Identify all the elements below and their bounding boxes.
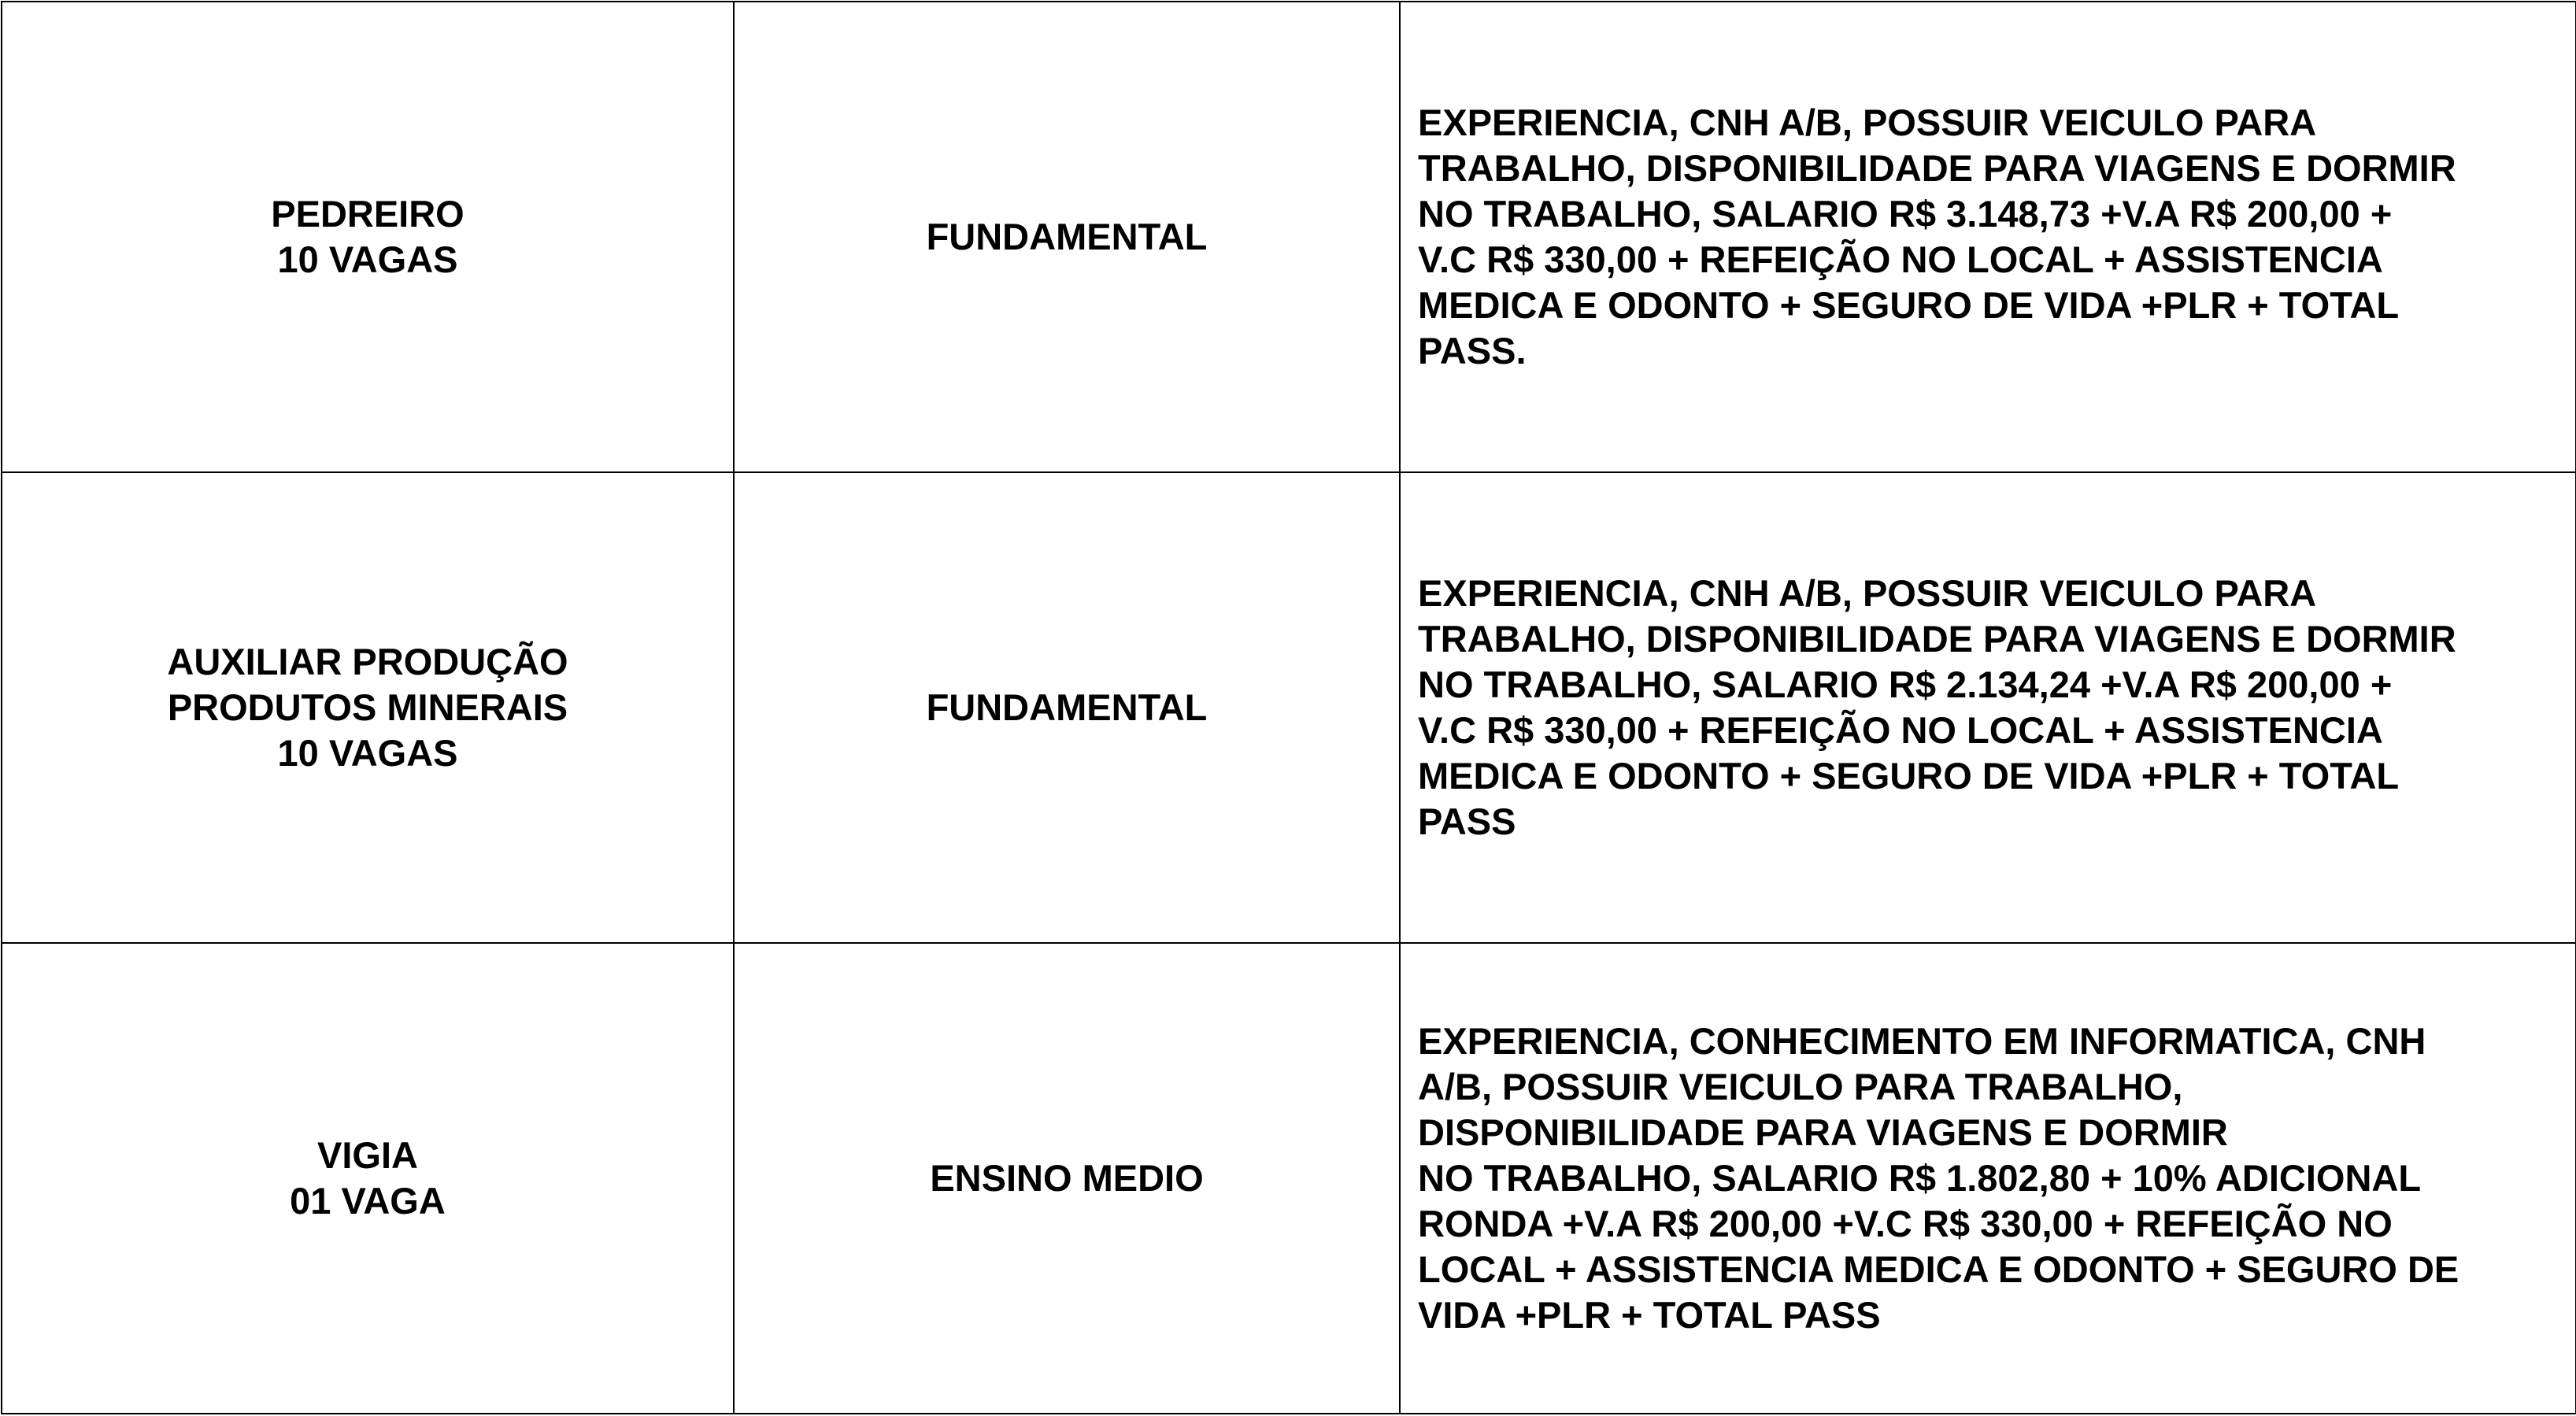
requirements-line: EXPERIENCIA, CNH A/B, POSSUIR VEICULO PARA — [1418, 572, 2317, 614]
requirements-line: TRABALHO, DISPONIBILIDADE PARA VIAGENS E DORMIR — [1418, 618, 2456, 660]
requirements-line: MEDICA E ODONTO + SEGURO DE VIDA +PLR + TOTAL — [1418, 755, 2400, 797]
job-title-cell — [2, 2, 734, 472]
requirements-line: DISPONIBILIDADE PARA VIAGENS E DORMIR — [1418, 1111, 2228, 1153]
requirements-line: RONDA +V.A R$ 200,00 +V.C R$ 330,00 + REFEIÇÃO NO — [1418, 1203, 2393, 1244]
requirements-line: NO TRABALHO, SALARIO R$ 1.802,80 + 10% ADICIONAL — [1418, 1157, 2422, 1199]
requirements-line: PASS. — [1418, 330, 1527, 372]
education-cell — [734, 472, 1400, 943]
requirements-line: V.C R$ 330,00 + REFEIÇÃO NO LOCAL + ASSISTENCIA — [1418, 709, 2383, 751]
table-row — [2, 2, 2576, 472]
requirements-line: NO TRABALHO, SALARIO R$ 2.134,24 +V.A R$ 200,00 + — [1418, 664, 2393, 705]
job-title: PEDREIRO — [271, 193, 464, 235]
vacancy-count: 10 VAGAS — [277, 732, 458, 774]
job-title-cell — [2, 943, 734, 1414]
requirements-line: VIDA +PLR + TOTAL PASS — [1418, 1294, 1881, 1336]
vacancy-count: 10 VAGAS — [277, 238, 458, 280]
job-openings-table — [1, 1, 2576, 1414]
job-title: VIGIA — [317, 1134, 418, 1176]
education-cell — [734, 2, 1400, 472]
requirements-line: EXPERIENCIA, CONHECIMENTO EM INFORMATICA, CNH — [1418, 1020, 2426, 1062]
requirements-line: A/B, POSSUIR VEICULO PARA TRABALHO, — [1418, 1066, 2183, 1107]
job-title-cell — [2, 472, 734, 943]
requirements-cell — [1400, 2, 2576, 472]
education-cell — [734, 943, 1400, 1414]
requirements-line: NO TRABALHO, SALARIO R$ 3.148,73 +V.A R$ 200,00 + — [1418, 193, 2393, 235]
vacancy-count: 01 VAGA — [290, 1180, 446, 1222]
requirements-line: MEDICA E ODONTO + SEGURO DE VIDA +PLR + TOTAL — [1418, 284, 2400, 326]
table-row — [2, 943, 2576, 1414]
requirements-line: TRABALHO, DISPONIBILIDADE PARA VIAGENS E DORMIR — [1418, 147, 2456, 189]
job-title: PRODUTOS MINERAIS — [167, 686, 568, 728]
table-row — [2, 472, 2576, 943]
requirements-cell — [1400, 943, 2576, 1414]
requirements-line: PASS — [1418, 800, 1516, 842]
requirements-cell — [1400, 472, 2576, 943]
job-title: AUXILIAR PRODUÇÃO — [167, 641, 568, 682]
requirements-line: V.C R$ 330,00 + REFEIÇÃO NO LOCAL + ASSISTENCIA — [1418, 238, 2383, 280]
education-level: FUNDAMENTAL — [926, 216, 1208, 257]
requirements-line: LOCAL + ASSISTENCIA MEDICA E ODONTO + SEGURO DE — [1418, 1248, 2459, 1290]
education-level: FUNDAMENTAL — [926, 686, 1208, 728]
education-level: ENSINO MEDIO — [930, 1157, 1204, 1199]
requirements-line: EXPERIENCIA, CNH A/B, POSSUIR VEICULO PARA — [1418, 102, 2317, 143]
